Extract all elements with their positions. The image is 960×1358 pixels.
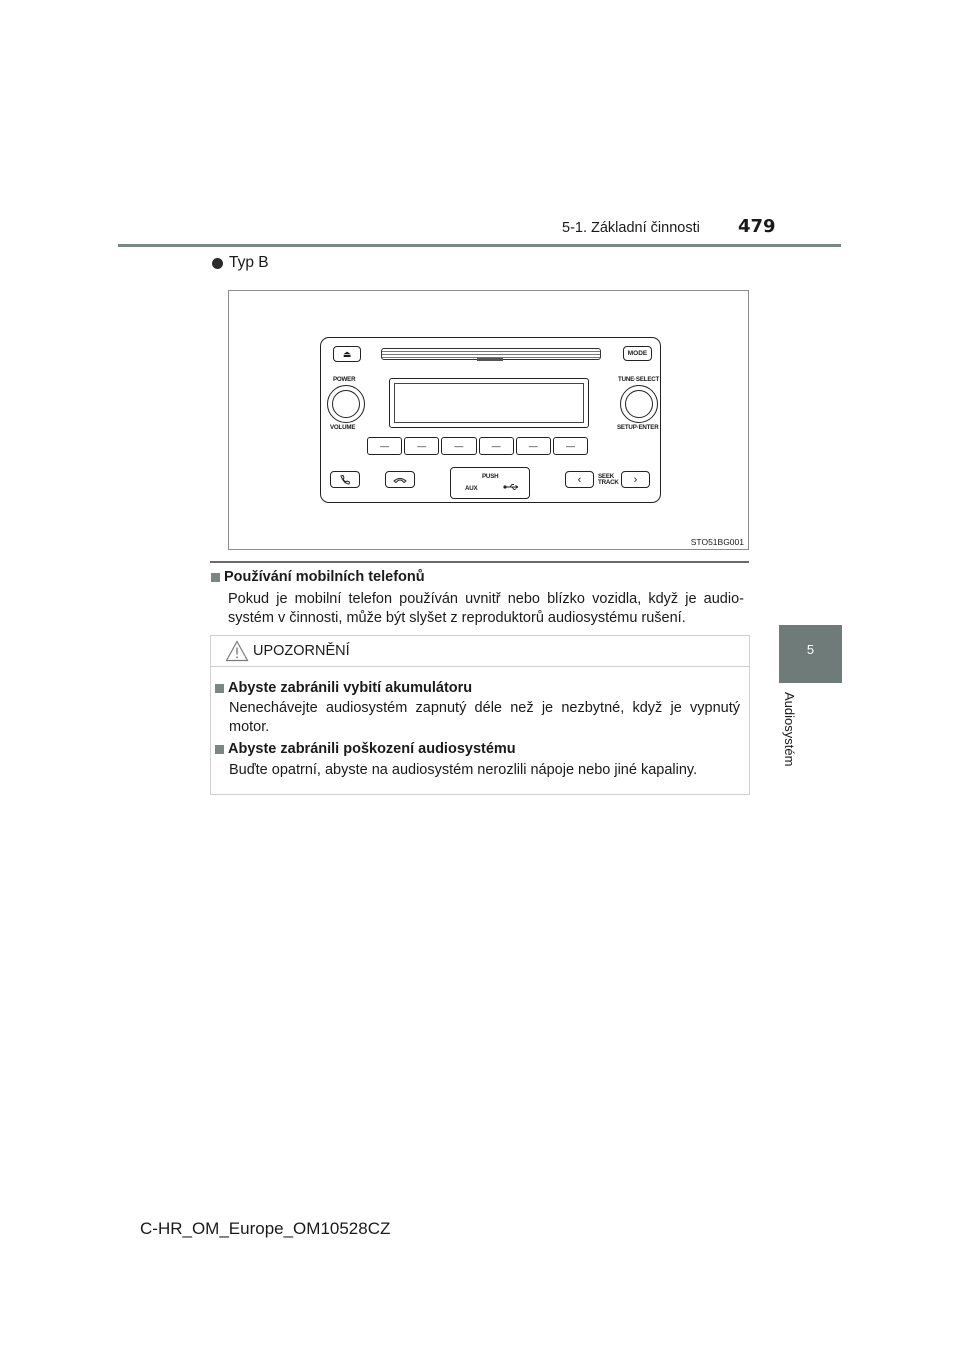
- preset-button[interactable]: —: [516, 437, 551, 455]
- warning-item-heading-text: Abyste zabránili poškození audiosystému: [228, 741, 516, 757]
- track-label: TRACK: [598, 479, 619, 486]
- preset-button[interactable]: —: [404, 437, 439, 455]
- type-heading: [212, 254, 269, 272]
- preset-button[interactable]: —: [553, 437, 588, 455]
- warning-item-body: Buďte opatrní, abyste na audiosystém nerozlili nápoje nebo jiné kapaliny.: [229, 762, 698, 778]
- warning-header: [211, 636, 749, 667]
- power-label: POWER: [333, 376, 356, 383]
- tune-select-label: TUNE·SELECT: [618, 376, 660, 383]
- warning-item-body: Nenechávejte audiosystém zapnutý déle než je nezbytné, když je vypnutý motor.: [229, 700, 740, 735]
- aux-label: AUX: [465, 485, 478, 492]
- tune-select-knob[interactable]: [620, 385, 658, 423]
- preset-button[interactable]: —: [441, 437, 476, 455]
- aux-usb-cover[interactable]: [450, 467, 530, 499]
- seek-track-back-button[interactable]: [565, 471, 594, 488]
- chapter-label-text: Audiosystém: [782, 692, 797, 767]
- seek-label: SEEK: [598, 473, 615, 480]
- hangup-icon: [393, 476, 407, 484]
- warning-item-heading: [215, 741, 516, 757]
- seek-track-label: [598, 474, 619, 486]
- warning-title: UPOZORNĚNÍ: [253, 643, 350, 659]
- square-bullet-icon: [215, 745, 224, 754]
- seek-track-forward-button[interactable]: [621, 471, 650, 488]
- audio-unit-illustration: [228, 290, 749, 550]
- square-bullet-icon: [211, 573, 220, 582]
- chevron-right-icon: ›: [633, 473, 638, 486]
- chapter-label: [777, 692, 807, 782]
- page-number: 479: [738, 216, 776, 237]
- power-volume-knob[interactable]: [327, 385, 365, 423]
- audio-unit-faceplate: [320, 337, 661, 503]
- figure-code: STO51BG001: [690, 537, 744, 547]
- push-label: PUSH: [482, 473, 499, 480]
- warning-triangle-icon: [225, 640, 249, 662]
- cd-slot-notch: [477, 358, 503, 361]
- type-heading-text: Typ B: [229, 254, 269, 271]
- phone-icon: [339, 474, 351, 486]
- phone-hangup-button[interactable]: [385, 471, 415, 488]
- mode-button[interactable]: MODE: [623, 346, 652, 361]
- display-screen: [389, 378, 589, 428]
- phone-answer-button[interactable]: [330, 471, 360, 488]
- eject-icon: ⏏: [342, 348, 352, 359]
- section-heading: [211, 569, 425, 585]
- warning-item-heading-text: Abyste zabránili vybití akumulátoru: [228, 680, 473, 696]
- preset-buttons: [367, 437, 590, 455]
- setup-enter-label: SETUP·ENTER: [617, 424, 659, 431]
- bullet-icon: [212, 258, 223, 269]
- usb-icon: [503, 483, 521, 491]
- section-rule: [210, 561, 749, 563]
- document-footer: C-HR_OM_Europe_OM10528CZ: [140, 1219, 391, 1238]
- preset-button[interactable]: —: [479, 437, 514, 455]
- square-bullet-icon: [215, 684, 224, 693]
- chapter-tab: 5: [779, 625, 842, 683]
- preset-button[interactable]: —: [367, 437, 402, 455]
- warning-item-heading: [215, 680, 472, 696]
- header-rule: [118, 244, 841, 247]
- warning-box: [210, 635, 750, 795]
- section-body: Pokud je mobilní telefon používán uvnitř nebo blízko vozidla, když je audio-systém v činnosti, může být slyšet z reproduktorů audiosystému rušení.: [228, 591, 744, 626]
- running-header-section: 5-1. Základní činnosti: [562, 220, 700, 236]
- section-heading-text: Používání mobilních telefonů: [224, 569, 425, 585]
- eject-button[interactable]: [333, 346, 361, 362]
- chevron-left-icon: ‹: [577, 473, 582, 486]
- volume-label: VOLUME: [330, 424, 356, 431]
